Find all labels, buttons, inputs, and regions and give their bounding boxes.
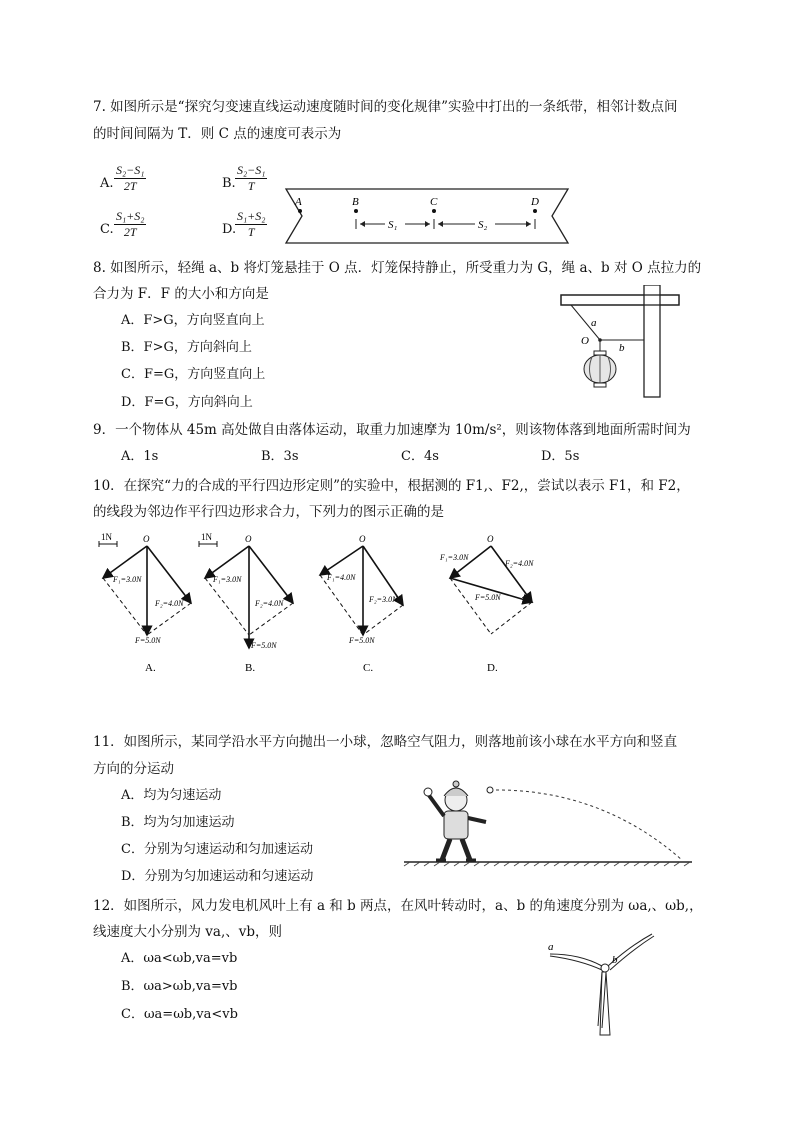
q10-d-f2: F₂=4.0N bbox=[505, 559, 534, 568]
q11-option-a: A．均为匀速运动 bbox=[121, 788, 222, 803]
q7-option-b-letter: B. bbox=[222, 176, 236, 191]
q7-option-d-num: S₁+S₂ bbox=[237, 209, 266, 223]
q7-option-a-fraction bbox=[114, 163, 146, 194]
q10-a-f2: F₂=4.0N bbox=[155, 599, 184, 608]
q7-option-c-den: 2T bbox=[123, 225, 137, 239]
q8-lantern-figure bbox=[557, 285, 687, 400]
q7-option-d-letter: D. bbox=[222, 222, 237, 237]
tape-label-d: D bbox=[531, 196, 539, 208]
q10-b-f2: F₂=4.0N bbox=[255, 599, 284, 608]
q10-a-scale: 1N bbox=[101, 532, 112, 542]
q7-option-a-num: S₂−S₁ bbox=[116, 163, 145, 177]
q10-diagram-c bbox=[320, 534, 403, 674]
q7-paper-tape-figure bbox=[280, 185, 575, 247]
q8-option-d: D．F=G，方向斜向上 bbox=[121, 395, 253, 410]
q8-label-o: O bbox=[581, 335, 589, 347]
q11-throwing-figure bbox=[400, 778, 700, 870]
q7-option-b-den: T bbox=[247, 179, 255, 193]
q11-option-d: D．分别为匀加速运动和匀速运动 bbox=[121, 869, 314, 884]
tape-label-s1: S₁ bbox=[388, 219, 398, 231]
q8-option-a: A．F>G，方向竖直向上 bbox=[121, 313, 265, 328]
q10-diagram-a bbox=[99, 532, 191, 674]
q10-diagram-b bbox=[199, 532, 293, 674]
q10-c-f1: F₁=4.0N bbox=[327, 573, 356, 582]
q7-option-a-den: 2T bbox=[123, 179, 137, 193]
q10-force-diagrams bbox=[95, 530, 555, 680]
q10-c-f2: F₂=3.0N bbox=[369, 595, 398, 604]
q10-c-f: F=5.0N bbox=[349, 636, 375, 645]
q7-option-d-den: T bbox=[247, 225, 255, 239]
q12-stem-line1: 12．如图所示，风力发电机风叶上有 a 和 b 两点，在风叶转动时，a、b 的角速度分别为 ωa,、ωb,， bbox=[93, 898, 703, 914]
q10-b-origin: O bbox=[245, 534, 252, 544]
q9-option-d: D．5s bbox=[541, 449, 580, 464]
q11-stem-line2: 方向的分运动 bbox=[93, 761, 174, 777]
q10-b-f: F=5.0N bbox=[251, 641, 277, 650]
q10-d-f: F=5.0N bbox=[475, 593, 501, 602]
q9-option-c: C．4s bbox=[401, 449, 439, 464]
q10-stem-line2: 的线段为邻边作平行四边形求合力，下列力的图示正确的是 bbox=[93, 504, 444, 520]
tape-label-c: C bbox=[430, 196, 438, 208]
q12-option-b: B．ωa>ωb,va=vb bbox=[121, 979, 238, 994]
q9-option-b: B．3s bbox=[261, 449, 299, 464]
q8-option-b: B．F>G，方向斜向上 bbox=[121, 340, 252, 355]
q10-c-letter: C. bbox=[363, 662, 374, 674]
q11-stem-line1: 11．如图所示，某同学沿水平方向抛出一小球，忽略空气阻力，则落地前该小球在水平方向和竖直 bbox=[93, 734, 678, 750]
q7-option-d-fraction bbox=[235, 209, 267, 240]
q12-label-a: a bbox=[548, 941, 554, 953]
tape-label-b: B bbox=[352, 196, 359, 208]
q7-stem-line2: 的时间间隔为 T．则 C 点的速度可表示为 bbox=[93, 126, 342, 142]
q12-option-a: A．ωa<ωb,va=vb bbox=[121, 951, 238, 966]
q7-option-b-fraction bbox=[235, 163, 267, 194]
q8-label-b: b bbox=[619, 342, 625, 354]
tape-label-a: A bbox=[295, 196, 302, 208]
q8-option-c: C．F=G，方向竖直向上 bbox=[121, 367, 266, 382]
q7-option-c-letter: C. bbox=[100, 222, 114, 237]
q10-d-f1: F₁=3.0N bbox=[440, 553, 469, 562]
q10-b-f1: F₁=3.0N bbox=[213, 575, 242, 584]
q9-stem-line1: 9．一个物体从 45m 高处做自由落体运动，取重力加速摩为 10m/s²，则该物体落到地面所需时间为 bbox=[93, 422, 691, 438]
q9-option-a: A．1s bbox=[121, 449, 159, 464]
q10-a-f1: F₁=3.0N bbox=[113, 575, 142, 584]
q7-option-b-num: S₂−S₁ bbox=[237, 163, 266, 177]
q10-a-letter: A. bbox=[145, 662, 156, 674]
q10-b-letter: B. bbox=[245, 662, 256, 674]
q10-d-letter: D. bbox=[487, 662, 498, 674]
q12-option-c: C．ωa=ωb,va<vb bbox=[121, 1007, 238, 1022]
q10-stem-line1: 10．在探究“力的合成的平行四边形定则”的实验中，根据测的 F1,、F2,，尝试以表示 F1，和 F2， bbox=[93, 478, 690, 494]
q12-label-b: b bbox=[612, 954, 618, 966]
q12-stem-line2: 线速度大小分别为 va,、vb，则 bbox=[93, 924, 283, 940]
q7-stem-line1: 7. 如图所示是“探究匀变速直线运动速度随时间的变化规律”实验中打出的一条纸带，相邻计数点间 bbox=[93, 99, 678, 115]
q11-option-b: B．均为匀加速运动 bbox=[121, 815, 235, 830]
q10-a-origin: O bbox=[143, 534, 150, 544]
q10-d-origin: O bbox=[487, 534, 494, 544]
q11-option-c: C．分别为匀速运动和匀加速运动 bbox=[121, 842, 313, 857]
q8-stem-line2: 合力为 F．F 的大小和方向是 bbox=[93, 286, 269, 302]
q7-option-c-fraction bbox=[114, 209, 146, 240]
q7-option-a-letter: A. bbox=[100, 176, 114, 191]
q10-b-scale: 1N bbox=[201, 532, 212, 542]
q8-label-a: a bbox=[591, 317, 597, 329]
q10-a-f: F=5.0N bbox=[135, 636, 161, 645]
q7-option-c-num: S₁+S₂ bbox=[116, 209, 145, 223]
q12-wind-turbine-figure bbox=[540, 930, 670, 1040]
q10-c-origin: O bbox=[359, 534, 366, 544]
q10-diagram-d bbox=[439, 534, 534, 674]
q8-stem-line1: 8. 如图所示，轻绳 a、b 将灯笼悬挂于 O 点．灯笼保持静止，所受重力为 G，绳 a、b 对 O 点拉力的 bbox=[93, 260, 702, 276]
tape-label-s2: S₂ bbox=[478, 219, 488, 231]
